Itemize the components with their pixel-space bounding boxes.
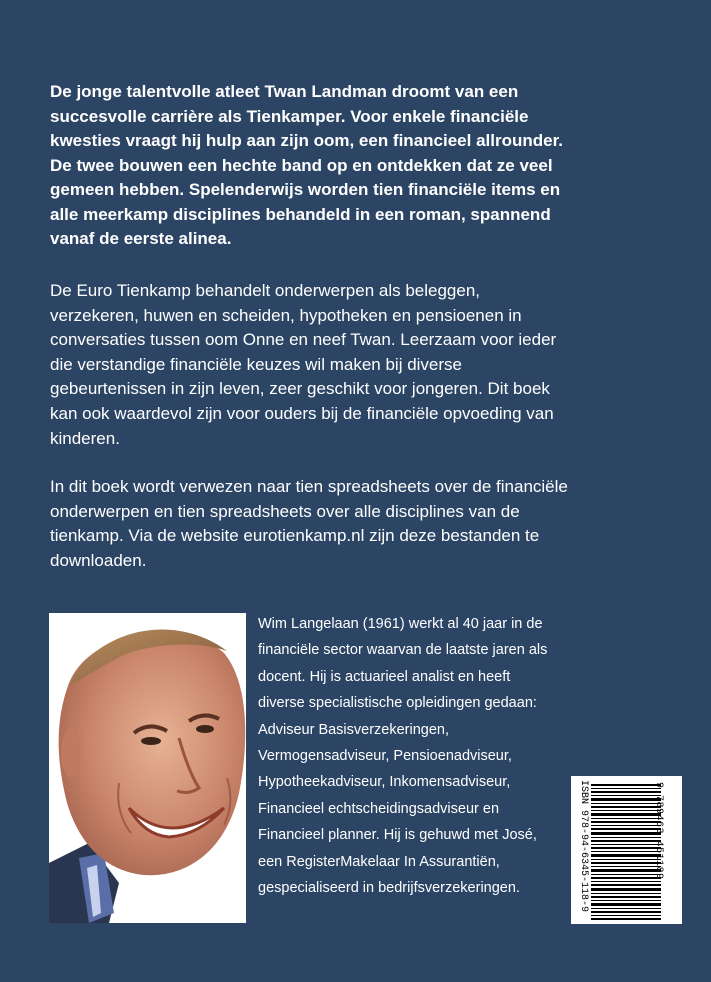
intro-paragraph: De jonge talentvolle atleet Twan Landman droomt van een succesvolle carrière als Tienkamper. Voor enkele financiële kwesties vraagt hij hulp aan zijn oom, een financieel allrounder. De twee bouwen een hechte band op en ontdekken dat ze veel gemeen hebben. Spelenderwijs worden tien financiële items en alle meerkamp disciplines behandeld in een roman, spannend vanaf de eerste alinea. bbox=[50, 82, 563, 248]
isbn-digits: 9 789463 451189 bbox=[653, 782, 664, 880]
spreadsheets-paragraph: In dit boek wordt verwezen naar tien spreadsheets over de financiële onderwerpen en tien spreadsheets over alle disciplines van de tienkamp. Via de website eurotienkamp.nl zijn deze bestanden te downloaden. bbox=[50, 477, 568, 570]
description-paragraph: De Euro Tienkamp behandelt onderwerpen als beleggen, verzekeren, huwen en scheiden, hypotheken en pensioenen in conversaties tussen oom Onne en neef Twan. Leerzaam voor ieder die verstandige financiële keuzes wil maken bij diverse gebeurtenissen in zijn leven, zeer geschikt voor jongeren. Dit boek kan ook waardevol zijn voor ouders bij de financiële opvoeding van kinderen. bbox=[50, 281, 557, 448]
isbn-label: ISBN 978-94-6345-118-9 bbox=[578, 780, 589, 913]
author-face-illustration bbox=[49, 613, 246, 923]
author-photo bbox=[49, 613, 246, 923]
author-bio: Wim Langelaan (1961) werkt al 40 jaar in de financiële sector waarvan de laatste jaren als docent. Hij is actuarieel analist en heeft diverse specialistische opleidingen gedaan: Adviseur Basisverzekeringen, Vermogensadviseur, Pensioenadviseur, Hypotheekadviseur, Inkomensadviseur, Financieel echtscheidingsadviseur en Financieel planner. Hij is gehuwd met José, een RegisterMakelaar In Assurantiën, gespecialiseerd in bedrijfsverzekeringen. bbox=[258, 616, 548, 897]
isbn-barcode bbox=[571, 776, 682, 924]
